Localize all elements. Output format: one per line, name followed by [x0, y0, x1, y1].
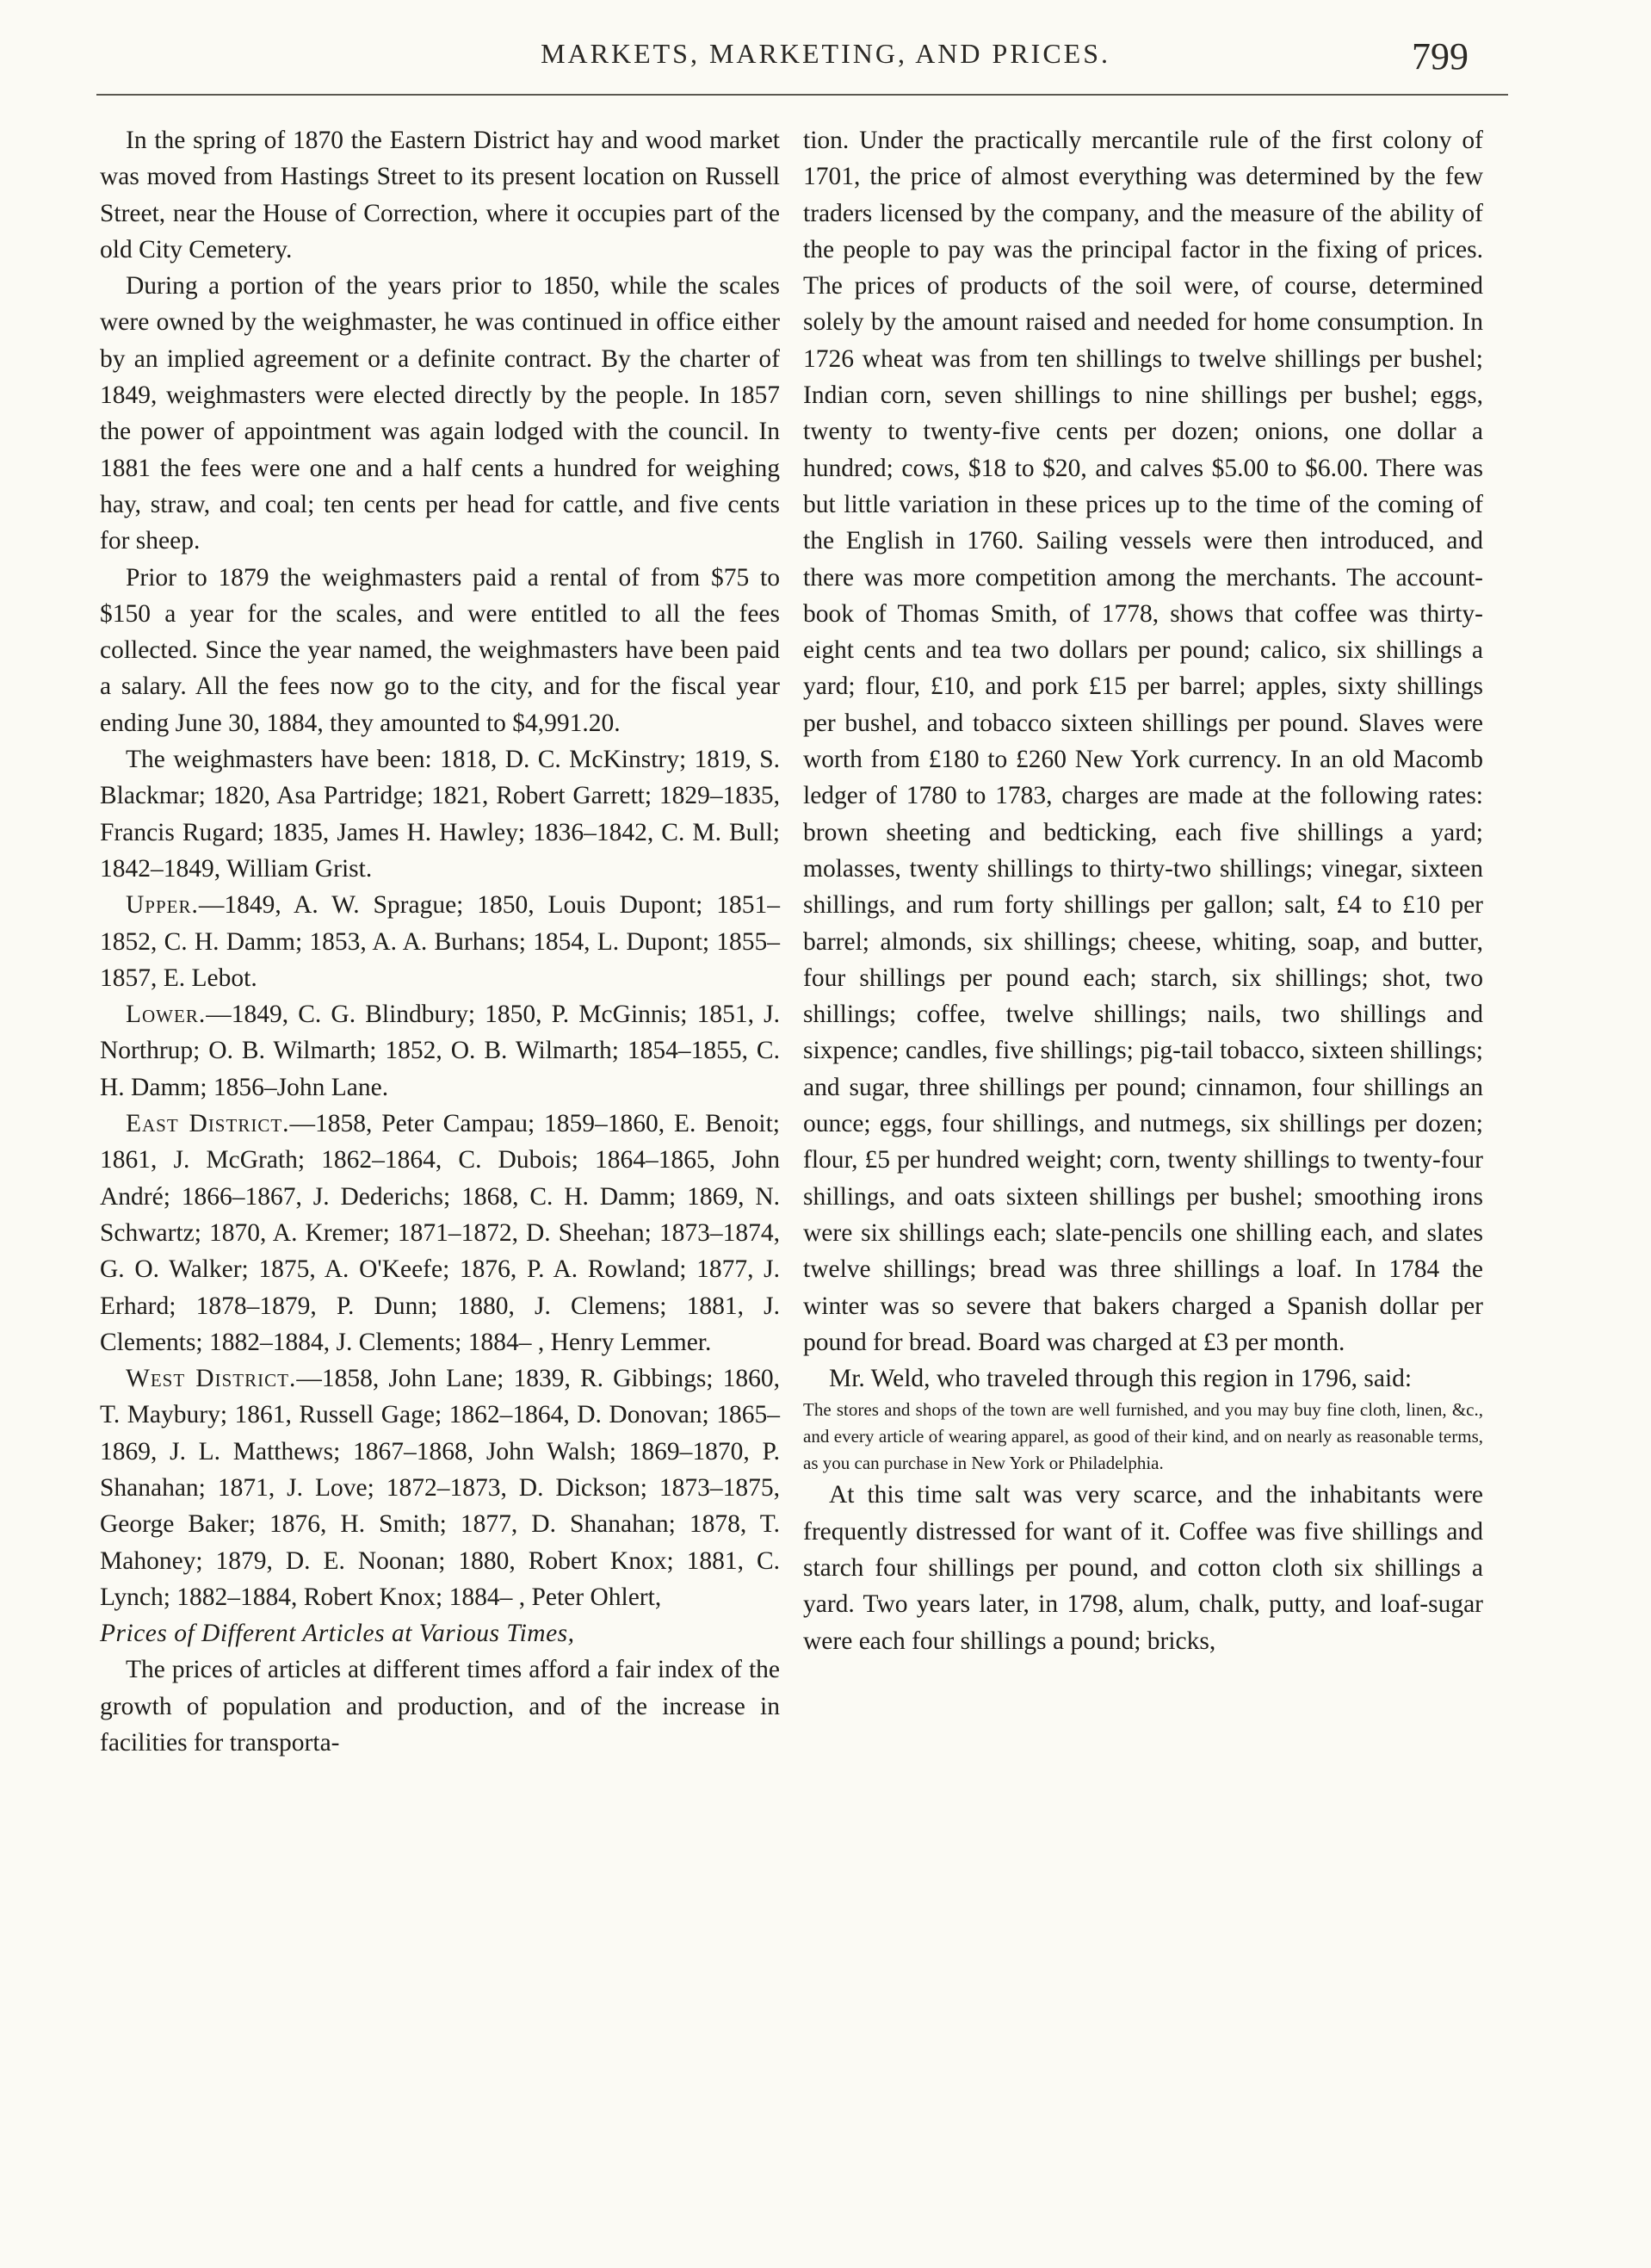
section-label: West District.	[126, 1365, 297, 1393]
section-label: East District.	[126, 1110, 290, 1138]
section-label: Upper.	[126, 891, 199, 920]
paragraph	[100, 887, 780, 996]
running-head: MARKETS, MARKETING, AND PRICES.	[541, 38, 1110, 69]
page-number: 799	[1412, 35, 1469, 77]
paragraph-text: —1858, John Lane; 1839, R. Gibbings; 1860, T. Maybury; 1861, Russell Gage; 1862–1864, D. Donovan; 1865–1869, J. L. Matthews; 1867–1868, John Walsh; 1869–1870, P. Shanahan; 1871, J. Love; 1872–1873, D. Dickson; 1873–1875, George Baker; 1876, H. Smith; 1877, D. Shanahan; 1878, T. Mahoney; 1879, D. E. Noonan; 1880, Robert Knox; 1881, C. Lynch; 1882–1884, Robert Knox; 1884– , Peter Ohlert,	[100, 1365, 780, 1611]
paragraph	[100, 1360, 780, 1615]
header-rule	[96, 94, 1508, 96]
paragraph: Mr. Weld, who traveled through this region in 1796, said:	[829, 1365, 1413, 1393]
paragraph-text: —1849, A. W. Sprague; 1850, Louis Dupont; 1851–1852, C. H. Damm; 1853, A. A. Burhans; 1854, L. Dupont; 1855–1857, E. Lebot.	[100, 891, 780, 992]
paragraph: In the spring of 1870 the Eastern District hay and wood market was moved from Hastings Street to its present location on Russell Street, near the House of Correction, where it occupies part of the old City Cemetery.	[100, 127, 780, 263]
paragraph	[100, 1106, 780, 1360]
paragraph: The weighmasters have been: 1818, D. C. McKinstry; 1819, S. Blackmar; 1820, Asa Partridge; 1821, Robert Garrett; 1829–1835, Francis Rugard; 1835, James H. Hawley; 1836–1842, C. M. Bull; 1842–1849, William Grist.	[100, 746, 780, 883]
paragraph: The prices of articles at different times afford a fair index of the growth of population and production, and of the increase in facilities for transporta-	[100, 1656, 780, 1757]
left-column	[100, 122, 780, 1761]
section-label: Lower.	[126, 1001, 207, 1029]
paragraph: During a portion of the years prior to 1850, while the scales were owned by the weighmaster, he was continued in office either by an implied agreement or a definite contract. By the charter of 1849, weighmasters were elected directly by the people. In 1857 the power of appointment was again lodged with the council. In 1881 the fees were one and a half cents a hundred for weighing hay, straw, and coal; ten cents per head for cattle, and five cents for sheep.	[100, 272, 780, 555]
block-quote: The stores and shops of the town are well furnished, and you may buy fine cloth, linen, &c., and every article of wearing apparel, as good of their kind, and on nearly as reasonable terms, as you can purchase in New York or Philadelphia.	[803, 1399, 1483, 1474]
section-heading: Prices of Different Articles at Various Times,	[100, 1620, 575, 1648]
paragraph-text: —1858, Peter Campau; 1859–1860, E. Benoit; 1861, J. McGrath; 1862–1864, C. Dubois; 1864–1865, John André; 1866–1867, J. Dederichs; 1868, C. H. Damm; 1869, N. Schwartz; 1870, A. Kremer; 1871–1872, D. Sheehan; 1873–1874, G. O. Walker; 1875, A. O'Keefe; 1876, P. A. Rowland; 1877, J. Erhard; 1878–1879, P. Dunn; 1880, J. Clemens; 1881, J. Clements; 1882–1884, J. Clements; 1884– , Henry Lemmer.	[100, 1110, 780, 1356]
right-column	[803, 122, 1483, 1659]
paragraph: tion. Under the practically mercantile rule of the first colony of 1701, the price of almost everything was determined by the few traders licensed by the company, and the measure of the ability of the people to pay was the principal factor in the fixing of prices. The prices of products of the soil were, of course, determined solely by the amount raised and needed for home consumption. In 1726 wheat was from ten shillings to twelve shillings per bushel; Indian corn, seven shillings to nine shillings per bushel; eggs, twenty to twenty-five cents per dozen; onions, one dollar a hundred; cows, $18 to $20, and calves $5.00 to $6.00. There was but little variation in these prices up to the time of the coming of the English in 1760. Sailing vessels were then introduced, and there was more competition among the merchants. The account-book of Thomas Smith, of 1778, shows that coffee was thirty-eight cents and tea two dollars per pound; calico, six shillings a yard; flour, £10, and pork £15 per barrel; apples, sixty shillings per bushel, and tobacco sixteen shillings per pound. Slaves were worth from £180 to £260 New York currency. In an old Macomb ledger of 1780 to 1783, charges are made at the following rates: brown sheeting and bedticking, each five shillings a yard; molasses, twenty shillings to thirty-two shillings; vinegar, sixteen shillings, and rum forty shillings per gallon; salt, £4 to £10 per barrel; almonds, six shillings; cheese, whiting, soap, and butter, four shillings per pound each; starch, six shillings; shot, two shillings; coffee, twelve shillings; nails, two shillings and sixpence; candles, five shillings; pig-tail tobacco, sixteen shillings; and sugar, three shillings per pound; cinnamon, four shillings an ounce; eggs, four shillings, and nutmegs, six shillings per dozen; flour, £5 per hundred weight; corn, twenty shillings to twenty-four shillings, and oats sixteen shillings per bushel; smoothing irons were six shillings each; slate-pencils one shilling each, and slates twelve shillings; bread was three shillings a loaf. In 1784 the winter was so severe that bakers charged a Spanish dollar per pound for bread. Board was charged at £3 per month.	[803, 127, 1483, 1356]
paragraph-text: —1849, C. G. Blindbury; 1850, P. McGinnis; 1851, J. Northrup; O. B. Wilmarth; 1852, O. B. Wilmarth; 1854–1855, C. H. Damm; 1856–John Lane.	[100, 1001, 780, 1101]
paragraph: At this time salt was very scarce, and the inhabitants were frequently distressed for want of it. Coffee was five shillings and starch four shillings per pound, and cotton cloth six shillings a yard. Two years later, in 1798, alum, chalk, putty, and loaf-sugar were each four shillings a pound; bricks,	[803, 1481, 1483, 1655]
paragraph	[100, 996, 780, 1106]
paragraph: Prior to 1879 the weighmasters paid a rental of from $75 to $150 a year for the scales, and were entitled to all the fees collected. Since the year named, the weighmasters have been paid a salary. All the fees now go to the city, and for the fiscal year ending June 30, 1884, they amounted to $4,991.20.	[100, 563, 780, 737]
